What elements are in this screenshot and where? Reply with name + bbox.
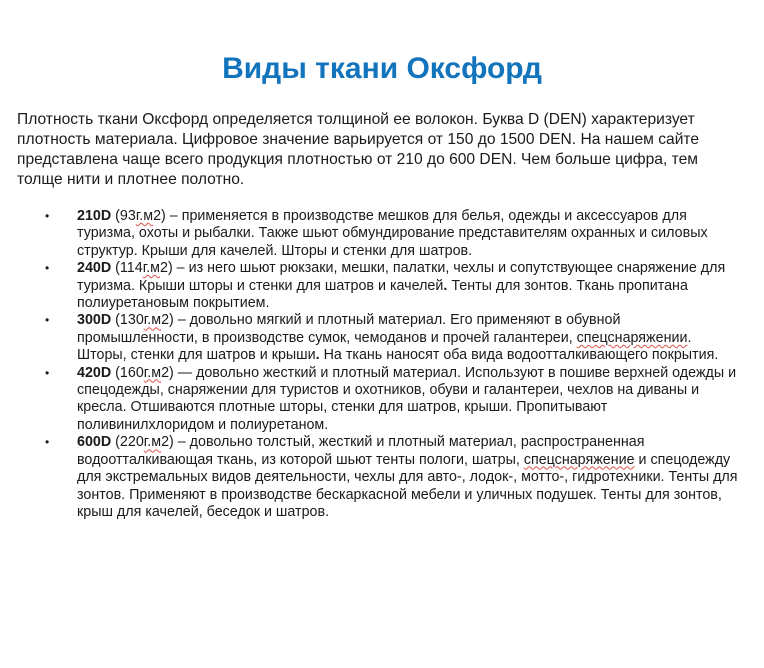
text-segment-squiggle: г.м xyxy=(143,434,162,451)
text-segment-squiggle: спецснаряжение xyxy=(523,451,635,468)
text-segment-plain: 2) — довольно жесткий и плотный материал. Используют в пошиве верхней одежды и спецодежды, снаряжении для туристов и охотников, обуви и галантереи, чехлов на диваны и кресла. Отшиваются плотные шторы, стенки для шатров, крыши. Пропитывают поливинилхлоридом и полиуретаном. xyxy=(77,364,737,433)
text-segment-bold: . xyxy=(315,347,320,364)
text-segment-bold: 300D xyxy=(77,312,112,329)
text-segment-plain: (114 xyxy=(111,260,143,277)
bullet-marker: • xyxy=(45,435,50,450)
list-item xyxy=(45,208,738,260)
text-segment-plain: (130 xyxy=(111,312,144,329)
text-segment-bold: 240D xyxy=(77,260,112,277)
text-segment-bold: . xyxy=(443,277,448,294)
text-segment-plain: (93 xyxy=(111,208,136,224)
bullet-marker: • xyxy=(45,209,50,223)
list-item-text xyxy=(77,434,738,521)
list-item-text xyxy=(77,260,738,312)
text-segment-bold: 210D xyxy=(77,208,112,224)
text-segment-plain: 2) – применяется в производстве мешков для белья, одежды и аксессуаров для туризма, охоты и рыбалки. Также шьют обмундирование представителям охранных и силовых структур. Крыши для качелей. Шторы и стенки для шатров. xyxy=(77,208,708,259)
list-item-text xyxy=(77,365,738,435)
page-title: Виды ткани Оксфорд xyxy=(222,52,542,85)
document-page xyxy=(0,52,764,668)
list-item-text xyxy=(77,208,738,260)
text-segment-plain: (160 xyxy=(111,364,144,381)
text-segment-plain: 2) – довольно толстый, жесткий и плотный материал, распространенная водоотталкивающая ткань, из которой шьют тенты пологи, шатры, xyxy=(77,434,645,468)
text-segment-squiggle: спецснаряжении xyxy=(576,329,688,346)
text-segment-squiggle: г.м xyxy=(142,260,160,277)
list-item xyxy=(45,312,738,364)
text-segment-squiggle: г.м xyxy=(135,208,154,224)
text-segment-plain: Тенты для зонтов. Ткань пропитана полиуретановым покрытием. xyxy=(77,277,688,312)
density-list xyxy=(0,208,764,521)
text-segment-plain: 2) – довольно мягкий и плотный материал. Его применяют в обувной промышленности, в производстве сумок, чемоданов и прочей галантереи, xyxy=(77,312,621,346)
text-segment-plain: 2) – из него шьют рюкзаки, мешки, палатки, чехлы и сопутствующее снаряжение для туризма. Крыши шторы и стенки для шатров и качелей xyxy=(77,260,726,294)
text-segment-squiggle: г.м xyxy=(143,312,162,329)
text-segment-bold: 600D xyxy=(77,434,112,451)
intro-paragraph: Плотность ткани Оксфорд определяется толщиной ее волокон. Буква D (DEN) характеризует плотность материала. Цифровое значение варьируется от 150 до 1500 DEN. На нашем сайте представлена чаще всего продукция плотностью от 210 до 600 DEN. Чем больше цифра, тем толще нити и плотнее полотно. xyxy=(17,111,700,188)
list-item xyxy=(45,365,738,435)
bullet-marker: • xyxy=(45,261,50,276)
bullet-marker: • xyxy=(45,313,50,328)
list-item xyxy=(45,260,738,312)
text-segment-plain: и спецодежду для экстремальных видов деятельности, чехлы для авто-, лодок-, мотто-, гидротехники. Тенты для зонтов. Применяют в производстве бескаркасной мебели и уличных подушек. Тенты для зонтов, крыш для качелей, беседок и шатров. xyxy=(77,451,738,520)
list-item xyxy=(45,434,738,521)
list-item-text xyxy=(77,312,738,364)
text-segment-plain: . Шторы, стенки для шатров и крыши xyxy=(77,329,692,364)
bullet-marker: • xyxy=(45,365,50,380)
text-segment-plain: (220 xyxy=(111,434,144,451)
text-segment-bold: 420D xyxy=(77,364,112,381)
text-segment-plain: На ткань наносят оба вида водоотталкивающего покрытия. xyxy=(319,347,719,364)
text-segment-squiggle: г.м xyxy=(143,364,162,381)
